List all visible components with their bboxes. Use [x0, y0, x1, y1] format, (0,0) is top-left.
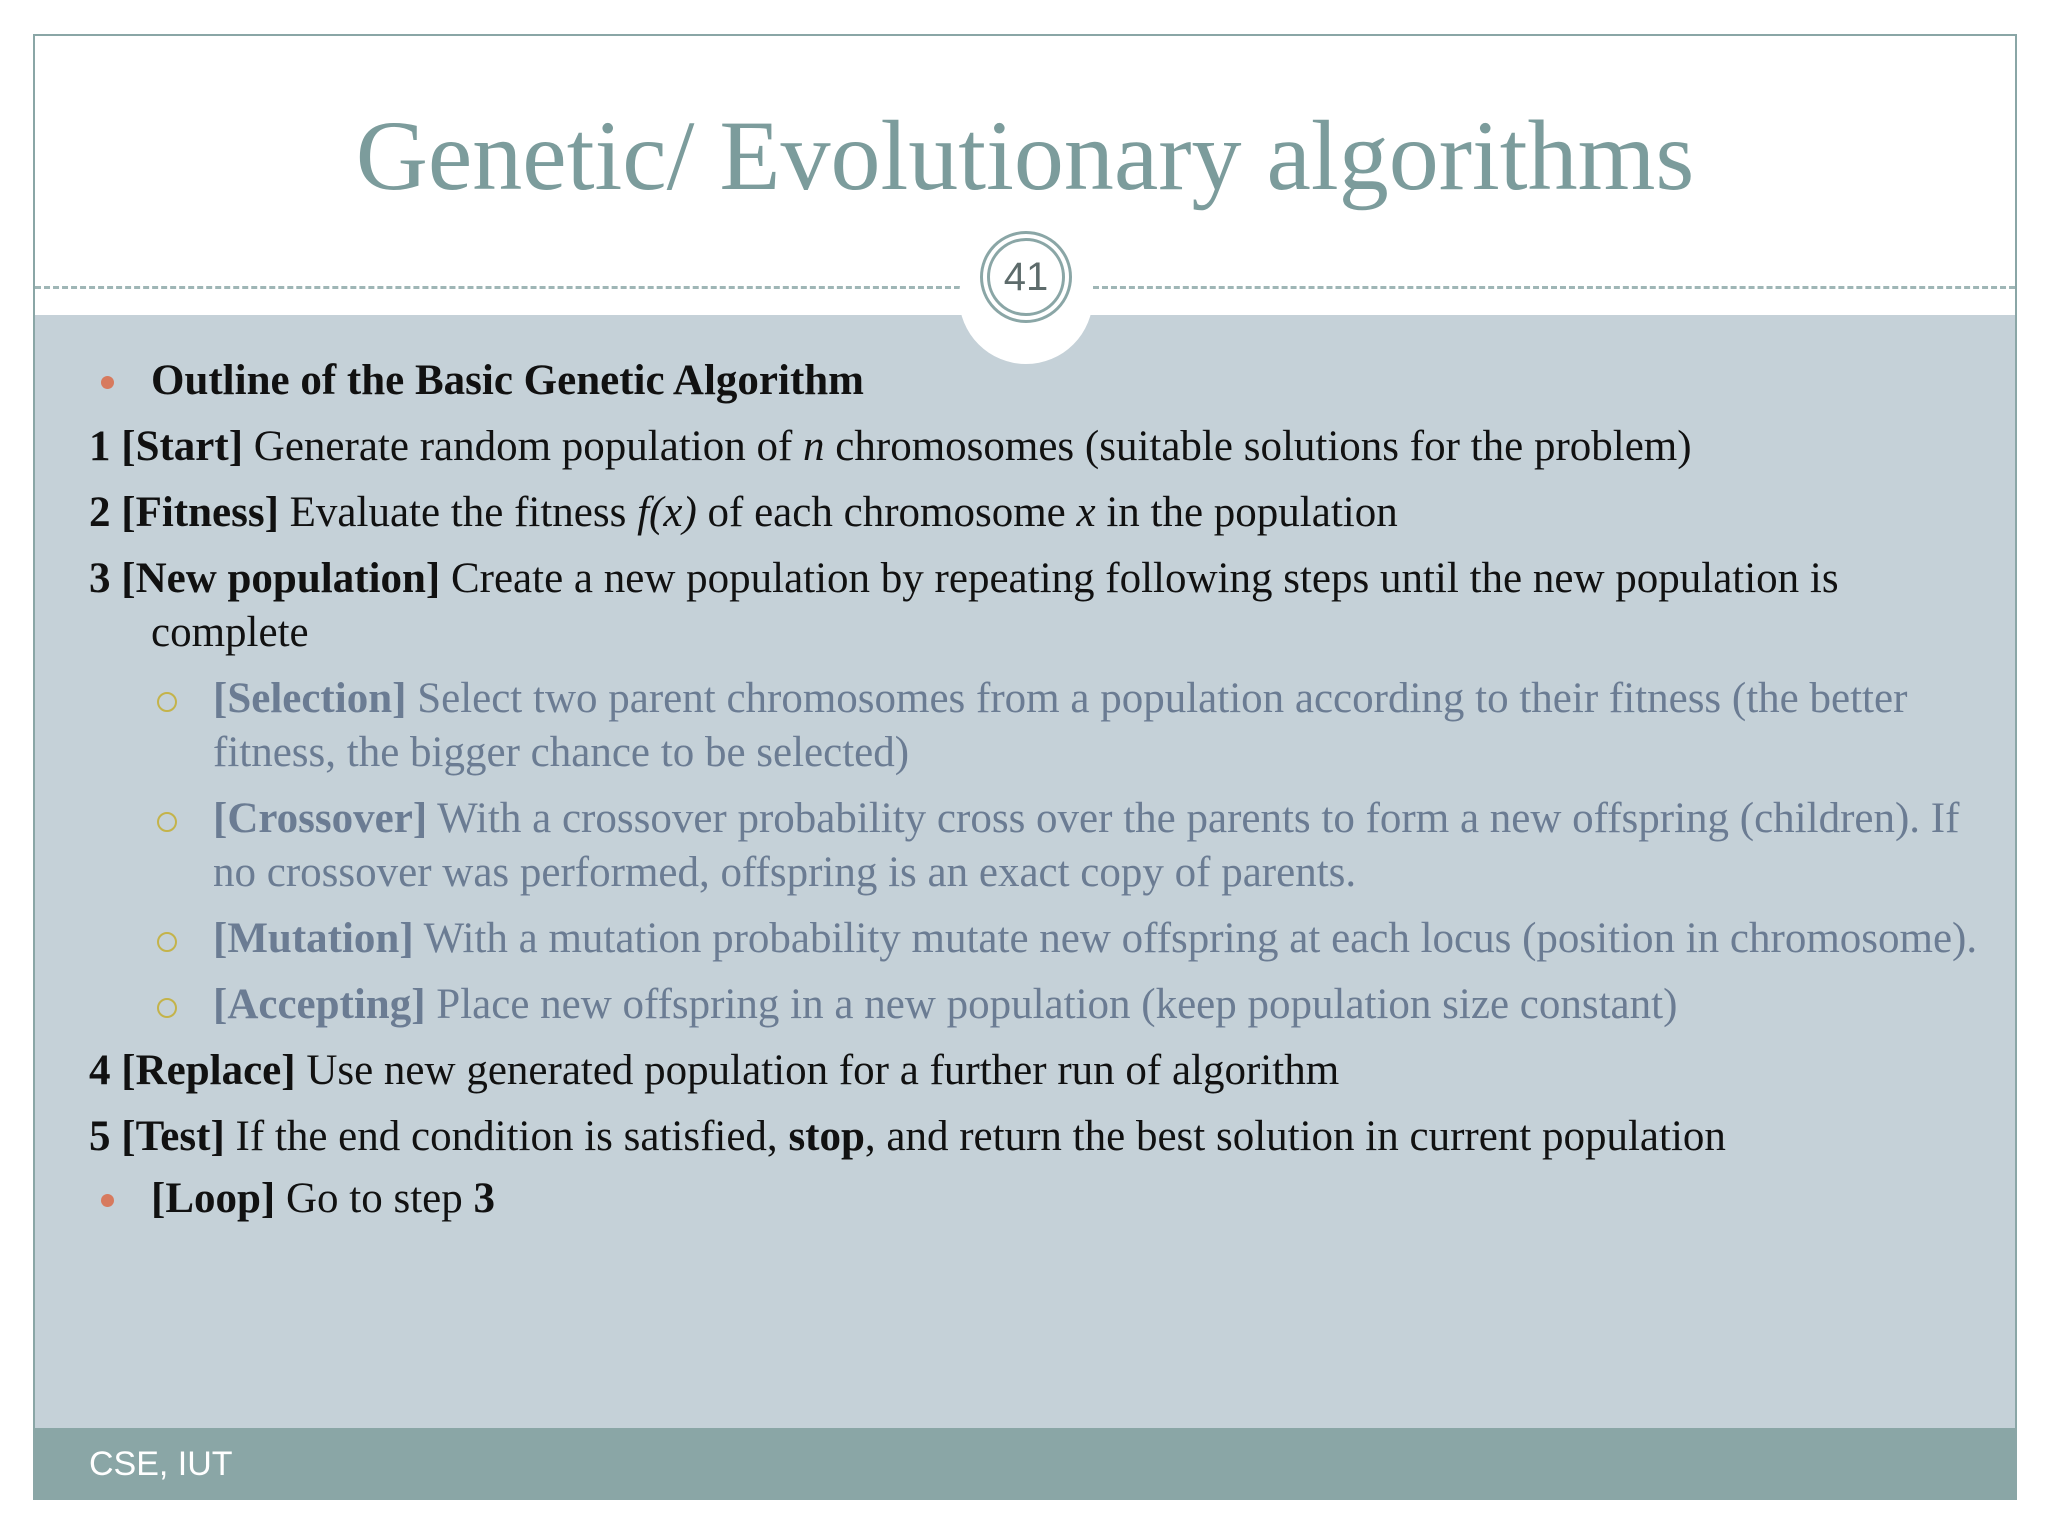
- loop-item: [89, 1172, 1989, 1226]
- step-label: [Replace]: [121, 1047, 296, 1094]
- footer-bar: [35, 1428, 2015, 1498]
- step-number: 1: [89, 423, 111, 470]
- step-text: Create a new population by repeating following steps until the new population is complete: [151, 555, 1839, 656]
- step-number: 4: [89, 1047, 111, 1094]
- bullet-icon: [101, 1194, 114, 1207]
- outline-heading: Outline of the Basic Genetic Algorithm: [151, 357, 865, 404]
- step-text: If the end condition is satisfied,: [224, 1113, 789, 1160]
- substep-accepting: [89, 978, 1989, 1032]
- substep-crossover: [89, 792, 1989, 900]
- loop-label: [Loop]: [151, 1175, 276, 1222]
- substep-text: With a mutation probability mutate new offspring at each locus (position in chromosome).: [413, 915, 1978, 962]
- step-number: 3: [89, 555, 111, 602]
- title-divider-left: [35, 286, 960, 289]
- substep-selection: [89, 672, 1989, 780]
- step-text: in the population: [1095, 489, 1398, 536]
- substep-label: [Selection]: [213, 675, 407, 722]
- substep-text: Place new offspring in a new population (keep population size constant): [425, 981, 1678, 1028]
- slide-title: Genetic/ Evolutionary algorithms: [355, 100, 1695, 211]
- substep-label: [Crossover]: [213, 795, 428, 842]
- step-label: [Test]: [121, 1113, 225, 1160]
- page-number: 41: [987, 238, 1065, 316]
- step-label: [Start]: [121, 423, 244, 470]
- step-number: 5: [89, 1113, 111, 1160]
- step-1: [89, 420, 1989, 474]
- step-label: [Fitness]: [121, 489, 279, 536]
- step-variable: n: [803, 423, 825, 470]
- title-divider-right: [1093, 286, 2015, 289]
- outline-heading-item: [89, 354, 1989, 408]
- step-text: Generate random population of: [243, 423, 804, 470]
- step-3: [89, 552, 1989, 660]
- step-variable: f(x): [637, 489, 697, 536]
- step-5: [89, 1110, 1989, 1164]
- footer-label: CSE, IUT: [89, 1445, 233, 1483]
- slide: [33, 34, 2017, 1500]
- substep-text: With a crossover probability cross over the parents to form a new offspring (children). If no crossover was performed, offspring is an exact copy of parents.: [213, 795, 1960, 896]
- step-label: [New population]: [121, 555, 441, 602]
- sub-bullet-icon: [157, 932, 177, 952]
- step-text: , and return the best solution in current population: [864, 1113, 1726, 1160]
- step-4: [89, 1044, 1989, 1098]
- step-2: [89, 486, 1989, 540]
- substep-label: [Accepting]: [213, 981, 426, 1028]
- sub-bullet-icon: [157, 998, 177, 1018]
- sub-bullet-icon: [157, 812, 177, 832]
- slide-content: [89, 354, 1989, 1238]
- step-emphasis: stop: [788, 1113, 865, 1160]
- bullet-icon: [101, 376, 114, 389]
- step-text: Use new generated population for a further run of algorithm: [295, 1047, 1340, 1094]
- step-number: 2: [89, 489, 111, 536]
- loop-text: Go to step: [275, 1175, 474, 1222]
- sub-bullet-icon: [157, 692, 177, 712]
- substep-text: Select two parent chromosomes from a population according to their fitness (the better fitness, the bigger chance to be selected): [213, 675, 1908, 776]
- step-variable: x: [1076, 489, 1096, 536]
- substep-label: [Mutation]: [213, 915, 414, 962]
- step-text: of each chromosome: [696, 489, 1077, 536]
- substep-mutation: [89, 912, 1989, 966]
- loop-step-number: 3: [473, 1175, 496, 1222]
- step-text: Evaluate the fitness: [278, 489, 638, 536]
- step-text: chromosomes (suitable solutions for the problem): [824, 423, 1692, 470]
